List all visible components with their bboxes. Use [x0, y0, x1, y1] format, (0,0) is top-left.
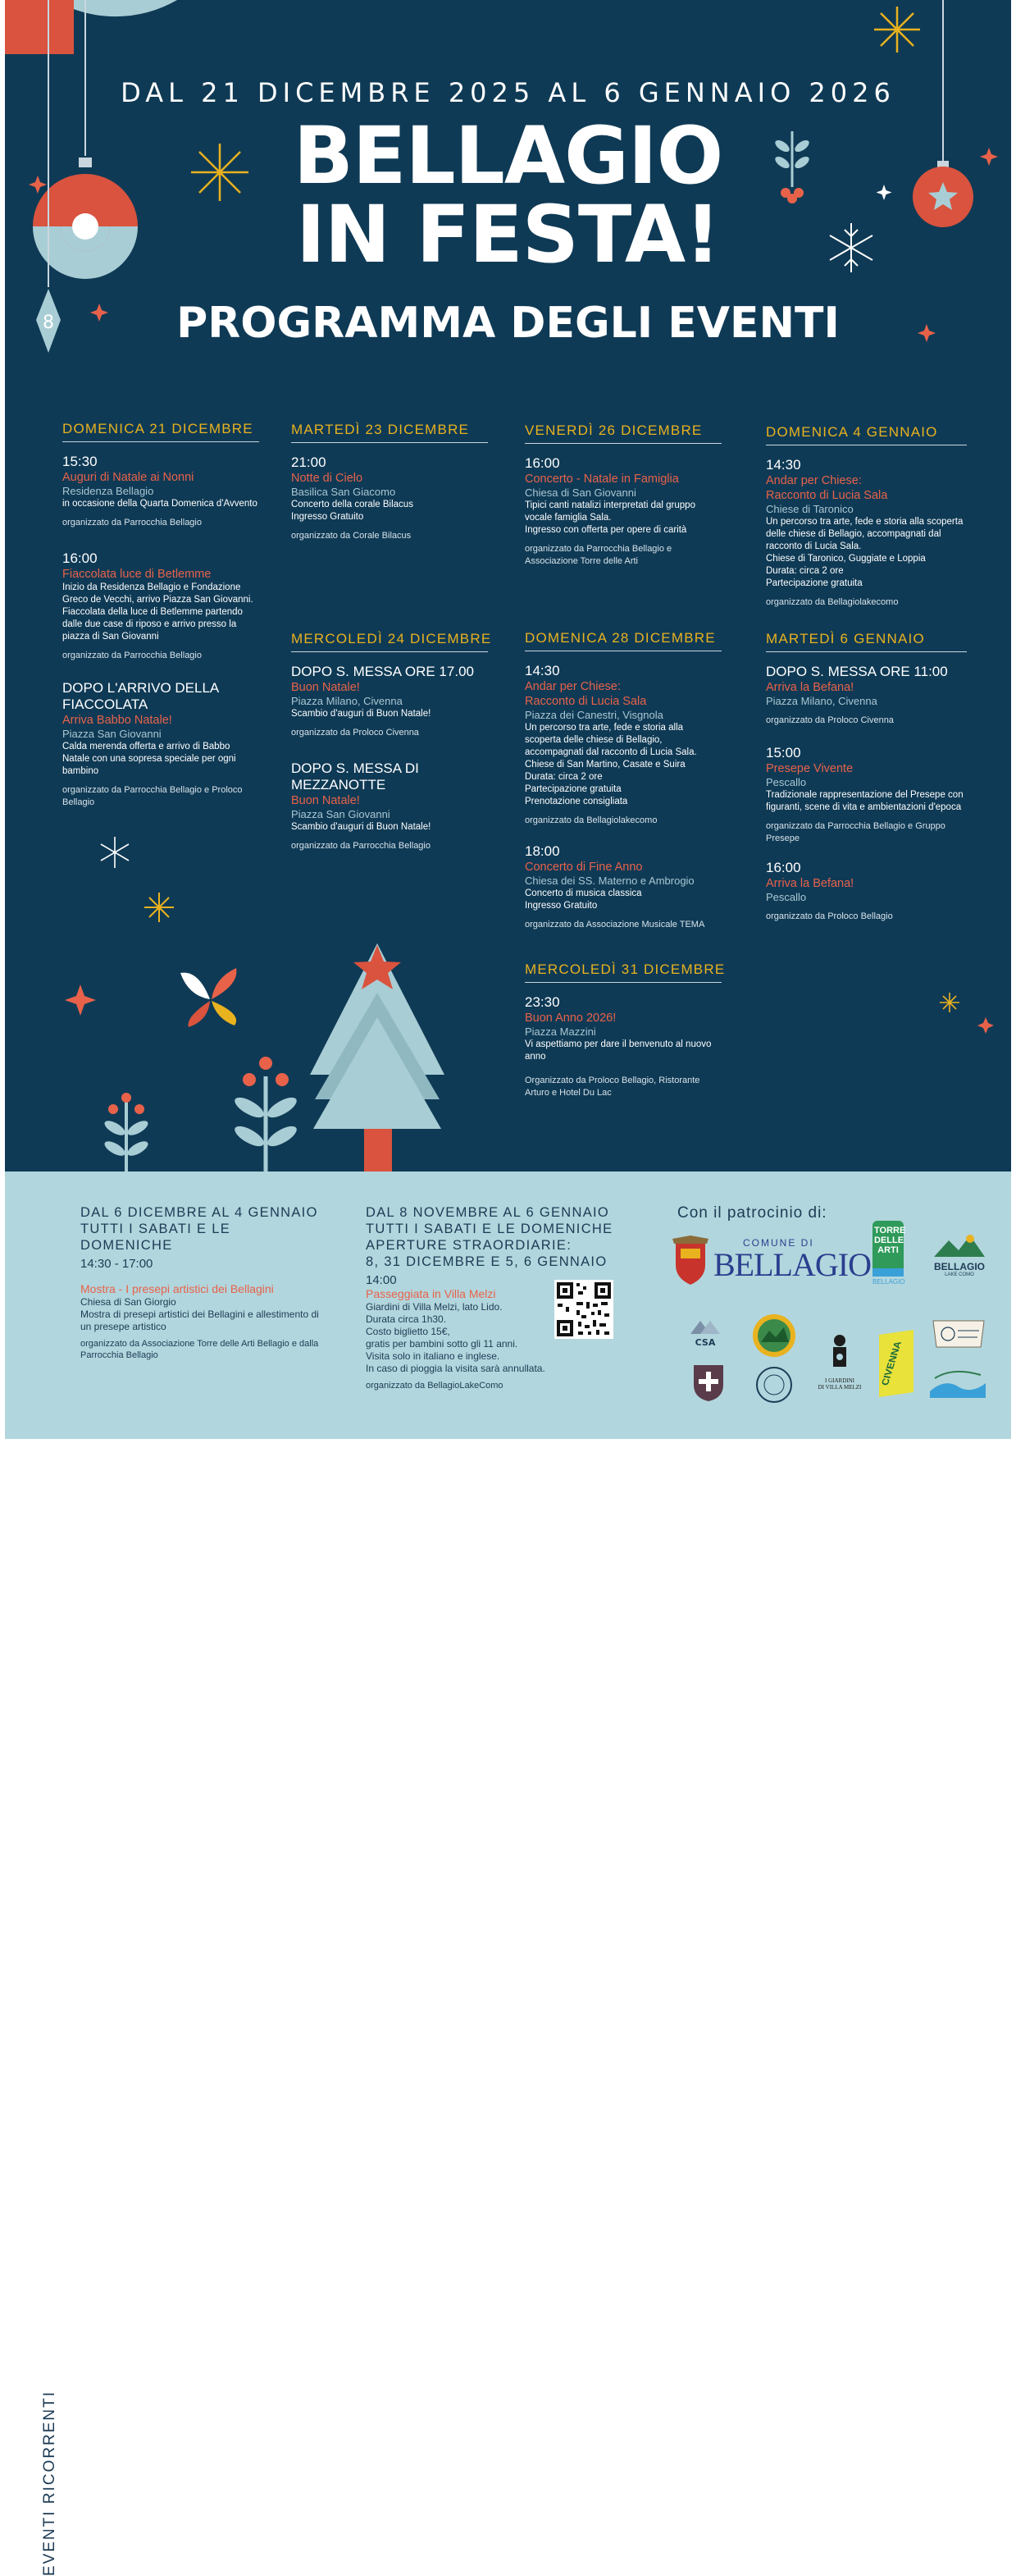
event-name: Auguri di Natale ai Nonni — [62, 471, 194, 484]
event-description: Inizio da Residenza Bellagio e Fondazione Greco de Vecchi, arrivo Piazza San Giovanni. Fiaccolata della luce di Betlemme partendo dalle due case di riposo e arrivo presso la piazza di San Giovanni — [62, 582, 253, 642]
recurring-events-label: EVENTI RICORRENTI — [41, 2390, 58, 2576]
program-column-2b — [291, 631, 492, 867]
event-name: Andar per Chiese: Racconto di Lucia Sala — [766, 474, 888, 502]
event-time: DOPO S. MESSA DI MEZZANOTTE — [291, 760, 419, 792]
event-organizer: organizzato da Parrocchia Bellagio e Gruppo Presepe — [766, 821, 945, 843]
event-organizer: organizzato da Bellagiolakecomo — [525, 815, 658, 825]
event-item — [62, 680, 259, 809]
event-dates: DAL 21 DICEMBRE 2025 AL 6 GENNAIO 2026 — [121, 77, 895, 108]
csa-logo — [686, 1318, 725, 1359]
event-organizer: organizzato da Associazione Musicale TEMA — [525, 920, 705, 929]
page-title-line1: BELLAGIO — [293, 110, 723, 202]
event-name: Buon Anno 2026! — [525, 1012, 617, 1025]
event-item — [291, 454, 488, 542]
event-item — [525, 843, 722, 931]
round-stamp-logo — [754, 1365, 794, 1404]
event-place: Piazza San Giovanni — [291, 808, 390, 820]
small-gold-star-icon — [144, 893, 174, 922]
recurring-time: 14:00 — [366, 1273, 397, 1287]
civenna-label: CIVENNA — [879, 1340, 904, 1386]
landscape-logo — [928, 1362, 987, 1400]
event-organizer: Organizzato da Proloco Bellagio, Ristorante Arturo e Hotel Du Lac — [525, 1076, 700, 1098]
recurring-heading: DAL 8 NOVEMBRE AL 6 GENNAIO TUTTI I SABATI E LE DOMENICHE APERTURE STRAORDIARIE: 8, 31 DICEMBRE E 5, 6 GENNAIO — [366, 1205, 613, 1269]
recurring-name: Passeggiata in Villa Melzi — [366, 1287, 496, 1300]
day-heading: DOMENICA 28 DICEMBRE — [525, 630, 722, 651]
event-item — [525, 663, 722, 827]
event-item — [291, 760, 488, 852]
event-place: Piazza dei Canestri, Visgnola — [525, 709, 663, 721]
event-description: Concerto della corale Bilacus Ingresso Gratuito — [291, 500, 413, 522]
event-item — [766, 664, 967, 727]
torre-label: TORRE DELLE ARTI — [872, 1221, 904, 1268]
recurring-heading: DAL 6 DICEMBRE AL 4 GENNAIO TUTTI I SABATI E LE DOMENICHE — [80, 1205, 318, 1253]
recurring-description: Giardini di Villa Melzi, lato Lido. Durata circa 1h30. Costo biglietto 15€, gratis per bambini sotto gli 11 anni. Visita solo in italiano e inglese. In caso di pioggia la visita sarà annullata. — [366, 1301, 545, 1374]
svg-text:CSA: CSA — [695, 1337, 716, 1348]
qr-code[interactable] — [554, 1280, 613, 1339]
event-name: Andar per Chiese: Racconto di Lucia Sala — [525, 680, 647, 708]
event-place: Piazza Milano, Civenna — [291, 695, 403, 707]
gruppo-presepe-logo — [930, 1316, 987, 1352]
event-organizer: organizzato da Proloco Civenna — [291, 728, 419, 738]
event-description: Un percorso tra arte, fede e storia alla scoperta delle chiese di Bellagio, accompagnati dal racconto di Lucia Sala. Chiese di San Martino, Casate e Suira Durata: circa 2 ore Partecipazione gratuita Prenotazione consigliata — [525, 723, 697, 806]
event-item — [62, 454, 259, 529]
comune-label-big: BELLAGIO — [713, 1246, 871, 1283]
event-organizer: organizzato da Parrocchia Bellagio e Associazione Torre delle Arti — [525, 544, 672, 566]
day-heading: DOMENICA 21 DICEMBRE — [62, 421, 259, 442]
event-description: Concerto di musica classica Ingresso Gratuito — [525, 888, 642, 911]
event-item — [766, 745, 967, 845]
event-name: Fiaccolata luce di Betlemme — [62, 568, 212, 581]
event-item — [525, 994, 722, 1099]
pinwheel-icon — [180, 968, 236, 1027]
bellagio-lakecomo-logo — [927, 1232, 992, 1290]
event-time: 16:00 — [62, 550, 98, 566]
event-place: Piazza Milano, Civenna — [766, 695, 877, 707]
day-heading: VENERDÌ 26 DICEMBRE — [525, 422, 722, 444]
event-item — [525, 455, 722, 568]
event-item — [766, 457, 967, 609]
event-place: Piazza Mazzini — [525, 1025, 596, 1038]
event-time: DOPO S. MESSA ORE 11:00 — [766, 664, 948, 679]
villa-melzi-label: I GIARDINI DI VILLA MELZI — [818, 1377, 862, 1391]
top-corner-decoration — [5, 0, 74, 54]
torre-sub-label: BELLAGIO — [872, 1278, 905, 1286]
recurring-time: 14:30 - 17:00 — [80, 1257, 153, 1271]
event-place: Chiese di Taronico — [766, 503, 854, 515]
recurring-event-a — [80, 1204, 326, 1361]
event-time: 23:30 — [525, 994, 560, 1010]
small-snowflake-icon — [101, 837, 129, 868]
recurring-organizer: organizzato da Associazione Torre delle Arti Bellagio e dalla Parrocchia Bellagio — [80, 1339, 319, 1360]
event-name: Concerto - Natale in Famiglia — [525, 473, 679, 486]
event-organizer: organizzato da Parrocchia Bellagio — [291, 841, 431, 851]
event-item — [766, 860, 967, 923]
event-time: 16:00 — [766, 860, 801, 875]
page-title-line2: IN FESTA! — [296, 189, 720, 281]
event-description: Calda merenda offerta e arrivo di Babbo Natale con una sopresa speciale per ogni bambino — [62, 742, 236, 776]
program-column-3 — [525, 422, 722, 582]
event-time: 15:30 — [62, 454, 98, 469]
event-time: 15:00 — [766, 745, 801, 760]
day-heading: MERCOLEDÌ 31 DICEMBRE — [525, 961, 722, 983]
green-badge-logo — [751, 1313, 797, 1359]
program-column-3c — [525, 961, 726, 1114]
event-description: Un percorso tra arte, fede e storia alla scoperta delle chiese di Bellagio, accompagnati dal racconto di Lucia Sala. Chiese di Taronico, Guggiate e Loppia Durata: circa 2 ore Partecipazione gratuita — [766, 517, 964, 588]
patronage-label: Con il patrocinio di: — [677, 1204, 827, 1222]
berry-plant-icon — [103, 1093, 150, 1173]
svg-text:8: 8 — [43, 313, 54, 333]
program-column-3b — [525, 630, 722, 946]
event-name: Buon Natale! — [291, 681, 360, 694]
event-description: Tradizionale rappresentazione del Presepe con figuranti, scene di vita e ambientazioni d'epoca — [766, 790, 964, 812]
recurring-place: Chiesa di San Giorgio — [80, 1296, 176, 1308]
event-place: Chiesa di San Giovanni — [525, 486, 636, 499]
event-organizer: organizzato da Parrocchia Bellagio e Proloco Bellagio — [62, 785, 243, 807]
event-organizer: organizzato da Corale Bilacus — [291, 531, 412, 541]
event-name: Buon Natale! — [291, 794, 360, 807]
page-subtitle: PROGRAMMA DEGLI EVENTI — [176, 299, 840, 348]
recurring-organizer: organizzato da BellagioLakeComo — [366, 1381, 503, 1391]
poster — [5, 0, 1011, 2576]
event-description: Scambio d'auguri di Buon Natale! — [291, 822, 431, 832]
program-column-2 — [291, 422, 488, 557]
bellagio-logo-sub: LAKE COMO — [945, 1272, 974, 1277]
event-organizer: organizzato da Bellagiolakecomo — [766, 597, 899, 607]
event-item — [62, 550, 259, 662]
event-time: 18:00 — [525, 843, 560, 859]
event-item — [291, 664, 488, 739]
christmas-tree-icon — [310, 943, 444, 1173]
event-name: Notte di Cielo — [291, 472, 363, 485]
day-heading: MARTEDÌ 6 GENNAIO — [766, 631, 967, 652]
villa-melzi-logo — [813, 1332, 866, 1391]
recurring-description: Mostra di presepi artistici dei Bellagini e allestimento di un presepe artistico — [80, 1309, 319, 1332]
event-name: Arriva la Befana! — [766, 877, 854, 890]
program-column-4 — [766, 424, 967, 623]
civenna-logo — [879, 1330, 913, 1397]
event-time: 14:30 — [766, 457, 801, 473]
event-place: Pescallo — [766, 776, 807, 788]
recurring-name: Mostra - I presepi artistici dei Bellagini — [80, 1282, 274, 1295]
villa-melzi-emblem-icon — [827, 1332, 852, 1373]
gold-star-icon-right — [874, 7, 920, 53]
event-description: Vi aspettiamo per dare il benvenuto al nuovo anno — [525, 1039, 712, 1062]
event-organizer: organizzato da Proloco Bellagio — [766, 911, 893, 921]
day-heading: MERCOLEDÌ 24 DICEMBRE — [291, 631, 488, 652]
event-organizer: organizzato da Parrocchia Bellagio — [62, 518, 202, 528]
comune-bellagio-logo — [671, 1235, 871, 1283]
bellagio-logo-label: BELLAGIO — [934, 1261, 985, 1272]
program-column-1 — [62, 421, 259, 824]
event-description: Tipici canti natalizi interpretati dal gruppo vocale famiglia Sala. Ingresso con offerta per opere di carità — [525, 500, 695, 535]
event-name: Presepe Vivente — [766, 762, 854, 775]
event-organizer: organizzato da Proloco Civenna — [766, 715, 894, 725]
event-place: Chiesa dei SS. Materno e Ambrogio — [525, 875, 695, 887]
event-time: DOPO L'ARRIVO DELLA FIACCOLATA — [62, 680, 219, 712]
event-place: Residenza Bellagio — [62, 485, 154, 497]
event-time: 14:30 — [525, 663, 560, 678]
event-place: Piazza San Giovanni — [62, 728, 162, 740]
coat-of-arms-icon — [671, 1235, 710, 1286]
day-heading: DOMENICA 4 GENNAIO — [766, 424, 967, 445]
event-time: DOPO S. MESSA ORE 17.00 — [291, 664, 474, 679]
event-place: Pescallo — [766, 891, 807, 903]
recurring-events-section — [5, 1172, 1011, 2576]
comune-label-small: COMUNE DI — [743, 1237, 814, 1249]
mountains-icon — [934, 1232, 985, 1257]
alpini-logo — [690, 1362, 727, 1403]
event-name: Concerto di Fine Anno — [525, 861, 643, 874]
event-name: Arriva Babbo Natale! — [62, 714, 172, 727]
program-column-4b — [766, 631, 967, 938]
small-gold-star-icon-right — [940, 993, 959, 1012]
sparkle-icon — [65, 984, 96, 1016]
event-organizer: organizzato da Parrocchia Bellagio — [62, 651, 202, 660]
day-heading: MARTEDÌ 23 DICEMBRE — [291, 422, 488, 443]
sparkle-icon — [977, 1017, 994, 1034]
event-description: in occasione della Quarta Domenica d'Avvento — [62, 499, 257, 509]
event-name: Arriva la Befana! — [766, 681, 854, 694]
event-time: 21:00 — [291, 454, 326, 470]
event-description: Scambio d'auguri di Buon Natale! — [291, 709, 431, 719]
berry-plant-icon — [232, 1057, 300, 1173]
event-place: Basilica San Giacomo — [291, 486, 396, 498]
event-time: 16:00 — [525, 455, 560, 471]
torre-delle-arti-logo — [872, 1221, 904, 1286]
